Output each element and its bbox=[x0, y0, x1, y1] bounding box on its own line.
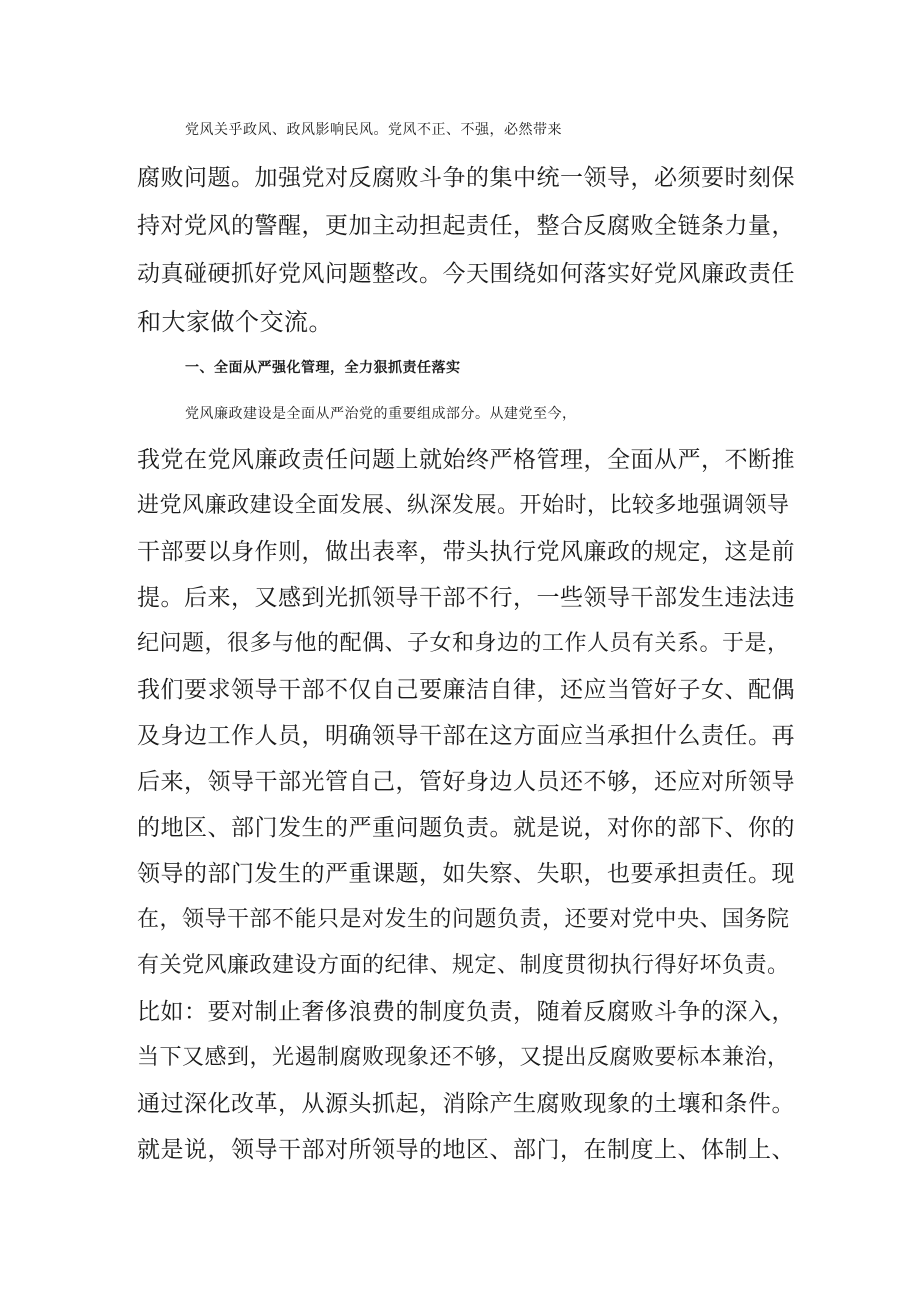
paragraph-2-line-3: 进党风廉政建设全面发展、纵深发展。开始时，比较多地强调领导 bbox=[137, 493, 790, 518]
paragraph-2-line-12: 在，领导干部不能只是对发生的问题负责，还要对党中央、国务院 bbox=[137, 907, 790, 932]
paragraph-1-line-5: 和大家做个交流。 bbox=[137, 308, 333, 336]
paragraph-2-line-2: 我党在党风廉政责任问题上就始终严格管理，全面从严，不断推 bbox=[137, 447, 795, 473]
paragraph-2-line-10: 的地区、部门发生的严重问题负责。就是说，对你的部下、你的 bbox=[137, 815, 795, 841]
paragraph-2-line-7: 我们要求领导干部不仅自己要廉洁自律，还应当管好子女、配偶 bbox=[137, 677, 795, 703]
paragraph-2-line-9: 后来，领导干部光管自己，管好身边人员还不够，还应对所领导 bbox=[137, 769, 795, 795]
paragraph-2-line-6: 纪问题，很多与他的配偶、子女和身边的工作人员有关系。于是， bbox=[137, 631, 790, 656]
paragraph-1-line-4: 动真碰硬抓好党风问题整改。今天围绕如何落实好党风廉政责任 bbox=[137, 261, 795, 287]
paragraph-2-line-8: 及身边工作人员，明确领导干部在这方面应当承担什么责任。再 bbox=[137, 723, 795, 749]
paragraph-1-line-2: 腐败问题。加强党对反腐败斗争的集中统一领导，必须要时刻保 bbox=[137, 165, 795, 191]
paragraph-2-line-4: 干部要以身作则，做出表率，带头执行党风廉政的规定，这是前 bbox=[137, 539, 795, 565]
paragraph-1-line-1: 党风关乎政风、政风影响民风。党风不正、不强，必然带来 bbox=[185, 122, 562, 138]
paragraph-2-line-15: 当下又感到，光遏制腐败现象还不够，又提出反腐败要标本兼治， bbox=[137, 1045, 790, 1070]
paragraph-2-line-14: 比如：要对制止奢侈浪费的制度负责，随着反腐败斗争的深入， bbox=[137, 999, 795, 1025]
paragraph-1-line-3: 持对党风的警醒，更加主动担起责任，整合反腐败全链条力量， bbox=[137, 213, 795, 239]
paragraph-2-line-1: 党风廉政建设是全面从严治党的重要组成部分。从建党至今， bbox=[185, 406, 577, 422]
paragraph-2-line-13: 有关党风廉政建设方面的纪律、规定、制度贯彻执行得好坏负责。 bbox=[137, 953, 790, 978]
paragraph-2-line-11: 领导的部门发生的严重课题，如失察、失职，也要承担责任。现 bbox=[137, 861, 795, 887]
paragraph-2-line-17: 就是说，领导干部对所领导的地区、部门，在制度上、体制上、 bbox=[137, 1137, 795, 1163]
paragraph-2-line-5: 提。后来，又感到光抓领导干部不行，一些领导干部发生违法违 bbox=[137, 585, 795, 611]
paragraph-2-line-16: 通过深化改革，从源头抓起，消除产生腐败现象的土壤和条件。 bbox=[137, 1091, 795, 1117]
section-heading-1: 一、全面从严强化管理，全力狠抓责任落实 bbox=[185, 360, 461, 376]
